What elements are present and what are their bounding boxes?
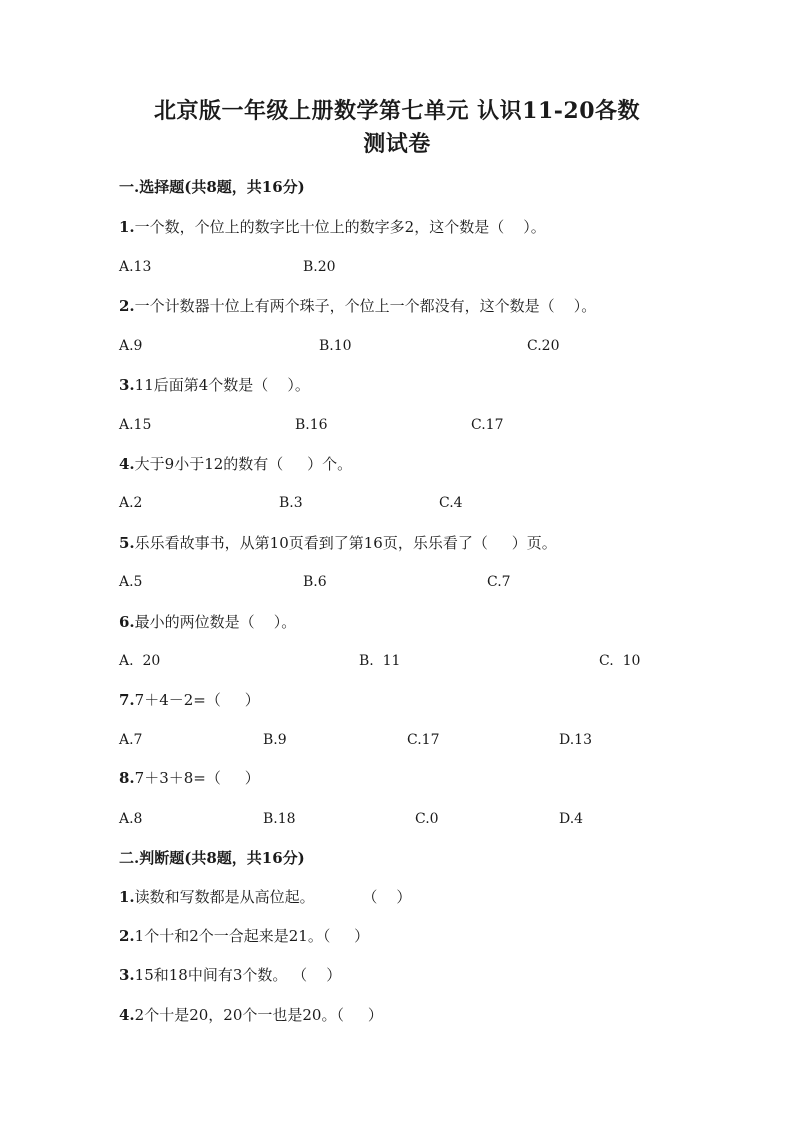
q2-option-c: C.20 <box>527 338 560 354</box>
judge-question-1 <box>119 887 411 907</box>
q5-option-b: B.6 <box>303 574 327 590</box>
q2-option-a: A.9 <box>119 338 143 354</box>
q4-option-c: C.4 <box>439 495 463 511</box>
question-number: 4. <box>119 455 135 473</box>
q3-option-b: B.16 <box>295 417 328 433</box>
q7-option-b: B.9 <box>263 732 287 748</box>
question-text: 大于9小于12的数有（ ）个。 <box>134 455 353 473</box>
q3-option-a: A.15 <box>119 417 152 433</box>
q5-option-c: C.7 <box>487 574 511 590</box>
q8-option-c: C.0 <box>415 811 439 827</box>
question-text: 一个计数器十位上有两个珠子，个位上一个都没有，这个数是（ ）。 <box>134 297 597 315</box>
question-number: 3. <box>119 966 135 984</box>
choice-question-1 <box>119 217 546 237</box>
question-number: 1. <box>119 888 135 906</box>
q8-option-a: A.8 <box>119 811 143 827</box>
question-text: 7＋4－2=（ ） <box>134 691 260 709</box>
q8-option-d: D.4 <box>559 811 584 827</box>
q4-option-b: B.3 <box>279 495 303 511</box>
question-number: 4. <box>119 1006 135 1024</box>
question-text: 7＋3＋8=（ ） <box>134 769 260 787</box>
judge-question-4 <box>119 1005 383 1025</box>
q1-option-a: A.13 <box>119 259 152 275</box>
question-number: 5. <box>119 534 135 552</box>
choice-question-6 <box>119 612 296 632</box>
q8-option-b: B.18 <box>263 811 296 827</box>
question-text: 1个十和2个一合起来是21。（ ） <box>134 927 370 945</box>
question-text: 15和18中间有3个数。 （ ） <box>134 966 342 984</box>
question-text: 乐乐看故事书，从第10页看到了第16页，乐乐看了（ ）页。 <box>134 534 557 552</box>
q6-option-a: A. 20 <box>119 653 161 669</box>
question-number: 6. <box>119 613 135 631</box>
judge-question-2 <box>119 926 369 946</box>
judge-question-3 <box>119 965 341 985</box>
q5-option-a: A.5 <box>119 574 143 590</box>
choice-question-4 <box>119 454 352 474</box>
question-number: 2. <box>119 297 135 315</box>
q4-option-a: A.2 <box>119 495 143 511</box>
choice-question-8 <box>119 768 260 788</box>
q3-option-c: C.17 <box>471 417 504 433</box>
q6-option-b: B. 11 <box>359 653 401 669</box>
question-number: 2. <box>119 927 135 945</box>
q7-option-a: A.7 <box>119 732 143 748</box>
q7-option-d: D.13 <box>559 732 592 748</box>
q7-option-c: C.17 <box>407 732 440 748</box>
page-title-line-1: 北京版一年级上册数学第七单元 认识11-20各数 <box>153 98 641 124</box>
q1-option-b: B.20 <box>303 259 336 275</box>
choice-question-2 <box>119 296 596 316</box>
section-heading-choice: 一.选择题(共8题，共16分) <box>119 178 305 196</box>
question-text: 11后面第4个数是（ ）。 <box>134 376 310 394</box>
question-number: 7. <box>119 691 135 709</box>
choice-question-7 <box>119 690 260 710</box>
question-number: 1. <box>119 218 135 236</box>
question-number: 3. <box>119 376 135 394</box>
question-text: 最小的两位数是（ ）。 <box>134 613 297 631</box>
question-number: 8. <box>119 769 135 787</box>
q6-option-c: C. 10 <box>599 653 641 669</box>
question-text: 2个十是20，20个一也是20。（ ） <box>134 1006 383 1024</box>
section-heading-judge: 二.判断题(共8题，共16分) <box>119 849 305 867</box>
question-text: 一个数，个位上的数字比十位上的数字多2，这个数是（ ）。 <box>134 218 546 236</box>
choice-question-5 <box>119 533 557 553</box>
q2-option-b: B.10 <box>319 338 352 354</box>
page-title-line-2: 测试卷 <box>363 131 431 157</box>
choice-question-3 <box>119 375 310 395</box>
question-text: 读数和写数都是从高位起。 （ ） <box>134 888 412 906</box>
